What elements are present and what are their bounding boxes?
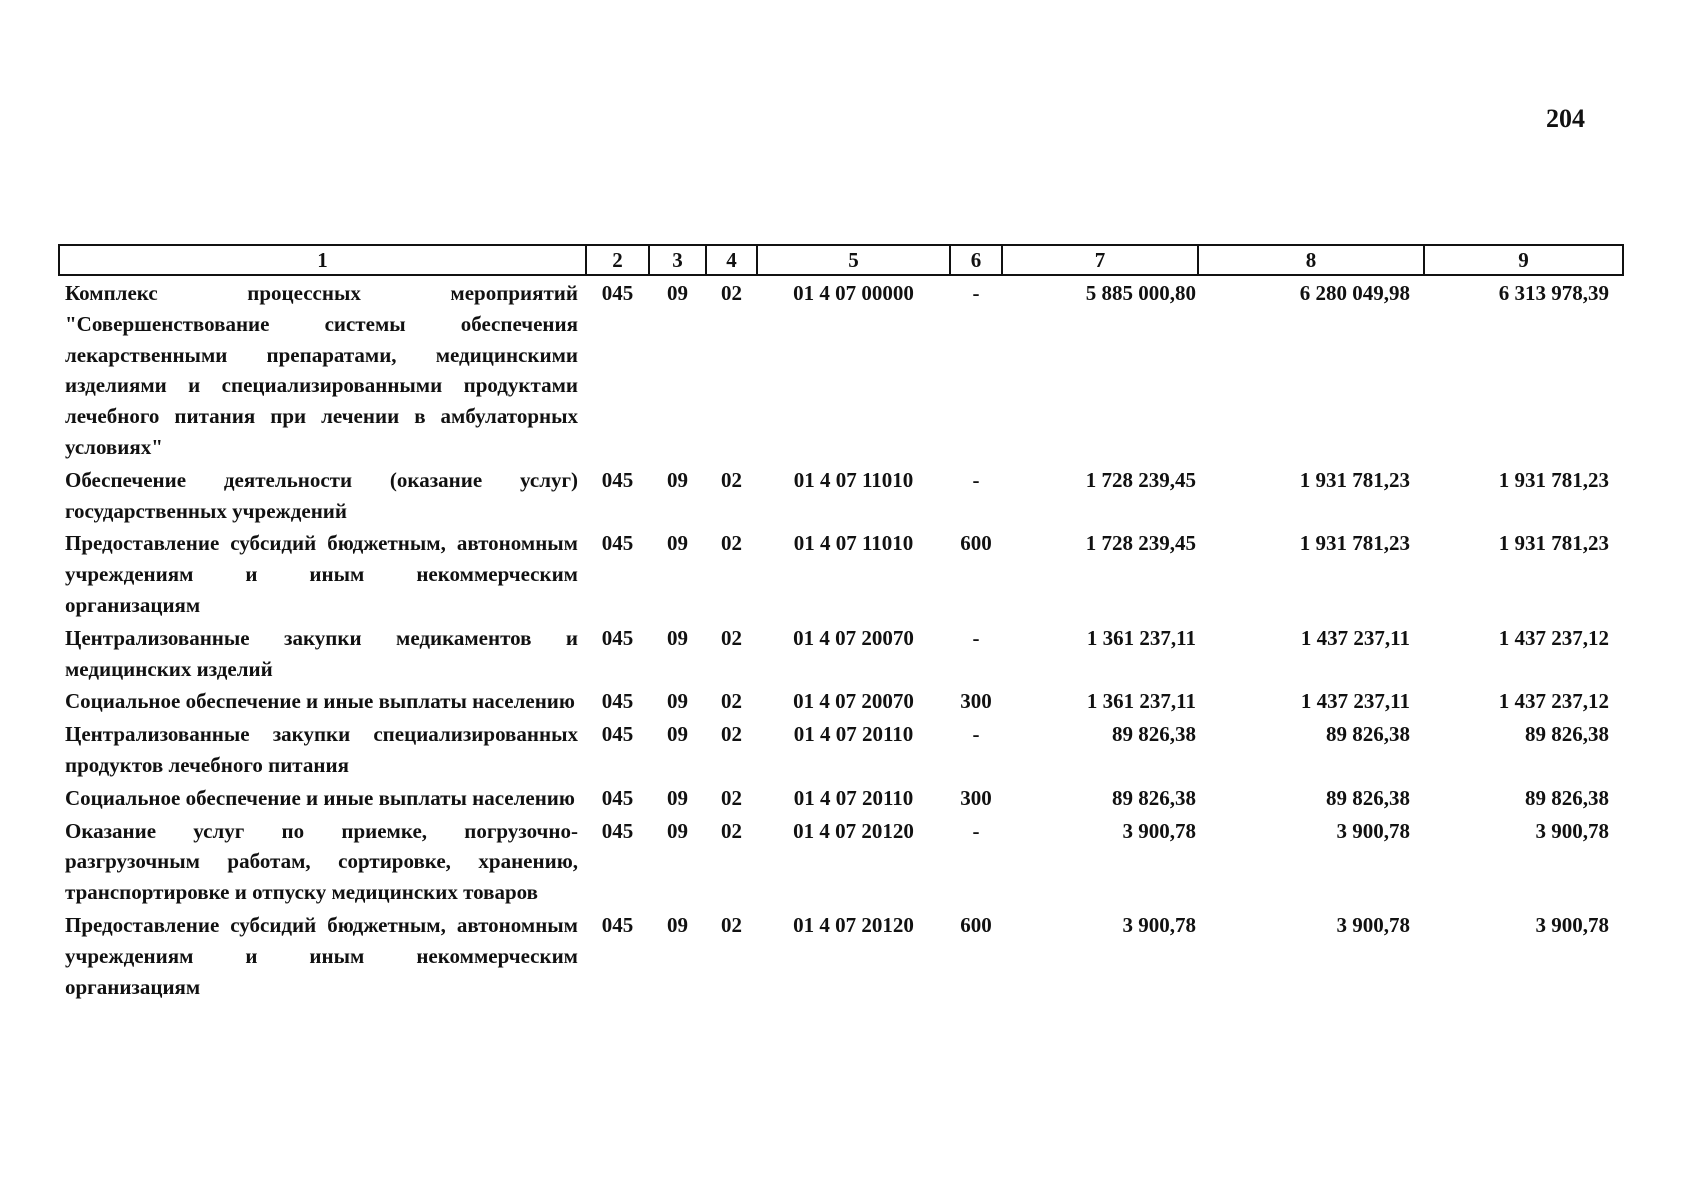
cell-amount-7: 5 885 000,80 <box>1085 281 1196 305</box>
cell-subsection: 02 <box>721 785 742 810</box>
cell-amount-8: 89 826,38 <box>1326 785 1410 810</box>
cell-section: 09 <box>667 467 688 492</box>
cell-amount-9: 89 826,38 <box>1525 785 1609 810</box>
cell-subsection: 02 <box>721 912 742 937</box>
cell-target-article: 01 4 07 20110 <box>793 785 914 810</box>
column-header: 4 <box>706 245 757 275</box>
cell-amount-7: 3 900,78 <box>1122 912 1196 937</box>
cell-subsection: 02 <box>721 531 742 556</box>
cell-ministry-code: 045 <box>601 531 634 556</box>
table-header <box>59 245 1623 275</box>
cell-expense-type: - <box>972 625 980 650</box>
cell-amount-7: 89 826,38 <box>1112 785 1196 810</box>
cell-ministry-code: 045 <box>601 625 634 650</box>
cell-ministry-code: 045 <box>601 818 634 843</box>
row-name: Социальное обеспечение и иные выплаты населению <box>65 689 575 714</box>
cell-section: 09 <box>667 281 688 305</box>
cell-subsection: 02 <box>721 625 742 650</box>
cell-section: 09 <box>667 912 688 937</box>
cell-ministry-code: 045 <box>601 689 634 714</box>
cell-section: 09 <box>667 785 688 810</box>
cell-target-article: 01 4 07 20110 <box>793 722 914 747</box>
cell-amount-9: 1 437 237,12 <box>1498 625 1609 650</box>
cell-expense-type: - <box>972 281 980 305</box>
cell-amount-8: 1 931 781,23 <box>1299 531 1410 556</box>
cell-subsection: 02 <box>721 722 742 747</box>
column-header: 9 <box>1424 245 1623 275</box>
cell-ministry-code: 045 <box>601 785 634 810</box>
cell-amount-8: 1 437 237,11 <box>1300 689 1410 714</box>
budget-table <box>58 244 1624 1002</box>
cell-section: 09 <box>667 722 688 747</box>
table-row <box>59 526 1623 620</box>
table-row <box>59 717 1623 781</box>
cell-amount-7: 89 826,38 <box>1112 722 1196 747</box>
cell-amount-9: 1 437 237,12 <box>1498 689 1609 714</box>
cell-subsection: 02 <box>721 818 742 843</box>
row-name: Централизованные закупки специализированных продуктов лечебного питания <box>65 722 578 777</box>
cell-target-article: 01 4 07 20070 <box>793 625 914 650</box>
row-name: Оказание услуг по приемке, погрузочно-разгрузочным работам, сортировке, хранению, транспортировке и отпуску медицинских товаров <box>65 818 578 905</box>
cell-amount-8: 6 280 049,98 <box>1299 281 1410 305</box>
cell-amount-7: 1 361 237,11 <box>1086 625 1196 650</box>
cell-expense-type: 600 <box>960 531 992 556</box>
table-row <box>59 275 1623 463</box>
row-name: Централизованные закупки медикаментов и медицинских изделий <box>65 625 578 681</box>
cell-amount-9: 6 313 978,39 <box>1498 281 1609 305</box>
cell-amount-8: 3 900,78 <box>1336 818 1410 843</box>
cell-subsection: 02 <box>721 689 742 714</box>
table-row <box>59 814 1623 908</box>
column-header: 2 <box>586 245 649 275</box>
table-row <box>59 621 1623 685</box>
row-name: Предоставление субсидий бюджетным, автономным учреждениям и иным некоммерческим организациям <box>65 531 578 617</box>
table-row <box>59 463 1623 527</box>
cell-ministry-code: 045 <box>601 912 634 937</box>
cell-section: 09 <box>667 818 688 843</box>
cell-amount-9: 89 826,38 <box>1525 722 1609 747</box>
row-name: Обеспечение деятельности (оказание услуг) государственных учреждений <box>65 467 578 523</box>
column-header: 8 <box>1198 245 1424 275</box>
cell-amount-9: 1 931 781,23 <box>1498 531 1609 556</box>
row-name: Предоставление субсидий бюджетным, автономным учреждениям и иным некоммерческим организациям <box>65 912 578 999</box>
column-header: 6 <box>950 245 1002 275</box>
cell-section: 09 <box>667 689 688 714</box>
header-row <box>59 245 1623 275</box>
cell-expense-type: - <box>972 818 980 843</box>
cell-amount-7: 1 361 237,11 <box>1086 689 1196 714</box>
cell-expense-type: - <box>972 722 980 747</box>
cell-amount-9: 1 931 781,23 <box>1498 467 1609 492</box>
cell-subsection: 02 <box>721 467 742 492</box>
cell-expense-type: - <box>972 467 980 492</box>
cell-expense-type: 300 <box>960 689 992 714</box>
cell-ministry-code: 045 <box>601 722 634 747</box>
cell-amount-8: 1 931 781,23 <box>1299 467 1410 492</box>
table-row <box>59 684 1623 717</box>
cell-amount-8: 1 437 237,11 <box>1300 625 1410 650</box>
column-header: 1 <box>59 245 586 275</box>
cell-target-article: 01 4 07 20070 <box>793 689 914 714</box>
cell-amount-7: 1 728 239,45 <box>1085 467 1196 492</box>
cell-ministry-code: 045 <box>601 467 634 492</box>
cell-amount-8: 89 826,38 <box>1326 722 1410 747</box>
table-row <box>59 781 1623 814</box>
cell-target-article: 01 4 07 11010 <box>793 467 914 492</box>
column-header: 5 <box>757 245 950 275</box>
cell-target-article: 01 4 07 20120 <box>793 912 914 937</box>
cell-expense-type: 300 <box>960 785 992 810</box>
column-header: 7 <box>1002 245 1198 275</box>
cell-expense-type: 600 <box>960 912 992 937</box>
row-name: Комплекс процессных мероприятий "Совершенствование системы обеспечения лекарственными препаратами, медицинскими изделиями и специализированными продуктами лечебного питания при лечении в амбулаторных условиях" <box>65 281 578 459</box>
cell-target-article: 01 4 07 20120 <box>793 818 914 843</box>
cell-section: 09 <box>667 531 688 556</box>
cell-subsection: 02 <box>721 281 742 305</box>
cell-amount-9: 3 900,78 <box>1535 818 1609 843</box>
table-body <box>59 275 1623 1002</box>
cell-target-article: 01 4 07 00000 <box>793 281 914 305</box>
cell-target-article: 01 4 07 11010 <box>793 531 914 556</box>
cell-ministry-code: 045 <box>601 281 634 305</box>
cell-section: 09 <box>667 625 688 650</box>
page-number: 204 <box>1546 104 1585 133</box>
cell-amount-8: 3 900,78 <box>1336 912 1410 937</box>
row-name: Социальное обеспечение и иные выплаты населению <box>65 785 575 810</box>
table-row <box>59 908 1623 1002</box>
cell-amount-7: 1 728 239,45 <box>1085 531 1196 556</box>
column-header: 3 <box>649 245 706 275</box>
cell-amount-7: 3 900,78 <box>1122 818 1196 843</box>
cell-amount-9: 3 900,78 <box>1535 912 1609 937</box>
